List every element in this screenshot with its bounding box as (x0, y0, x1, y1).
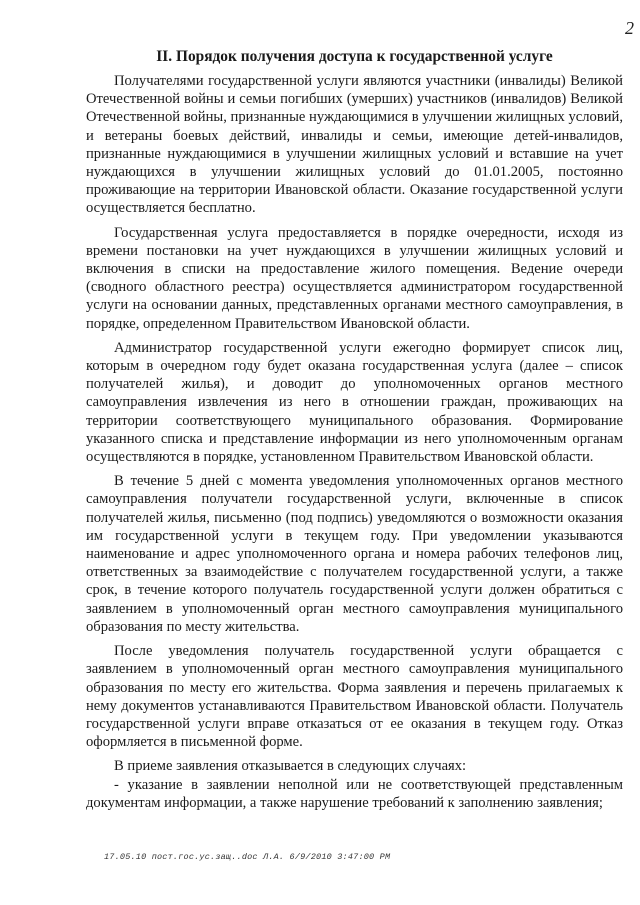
paragraph-queue-order: Государственная услуга предоставляется в порядке очередности, исходя из времени постановки на учет нуждающихся в улучшении жилищных условий и включения в списки на предоставление жилого помещения. Ведение очереди (сводного областного реестра) осуществляется администратором государственной услуги на основании данных, представленных органами местного самоуправления, в порядке, определенном Правительством Ивановской области. (86, 224, 623, 332)
paragraph-refusal-intro: В приеме заявления отказывается в следующих случаях: (114, 758, 467, 775)
paragraph-application: После уведомления получатель государственной услуги обращается с заявлением в уполномоченный орган местного самоуправления муниципального образования по месту его жительства. Форма заявления и перечень прилагаемых к нему документов устанавливаются Правительством Ивановской области. Получатель государственной услуги вправе отказаться от ее оказания в текущем году. Отказ оформляется в письменной форме. (86, 643, 623, 751)
document-body (86, 48, 623, 812)
paragraph-recipient-list: Администратор государственной услуги ежегодно формирует список лиц, которым в очередном году будет оказана государственная услуга (далее – список получателей жилья), и доводит до уполномоченных органов местного самоуправления извлечения из него в отношении граждан, проживающих на территории соответствующего муниципального образования. Формирование указанного списка и представление информации из него уполномоченным органам осуществляются в порядке, установленном Правительством Ивановской области. (86, 339, 623, 466)
section-title: II. Порядок получения доступа к государственной услуге (156, 48, 553, 65)
list-item-refusal-reason: - указание в заявлении неполной или не соответствующей представленным документам информации, а также нарушение требований к заполнению заявления; (86, 776, 623, 811)
document-footer: 17.05.10 пост.гос.ус.защ..doc Л.А. 6/9/2010 3:47:00 PM (104, 852, 391, 862)
paragraph-notification: В течение 5 дней с момента уведомления уполномоченных органов местного самоуправления получатели государственной услуги, включенные в список получателей жилья, письменно (под подпись) уведомляются о возможности оказания им государственной услуги в текущем году. При уведомлении указываются наименование и адрес уполномоченного органа и номера рабочих телефонов лиц, ответственных за взаимодействие с получателем государственной услуги, а также срок, в течение которого получатель государственной услуги должен обратиться с заявлением в уполномоченный орган местного самоуправления муниципального образования по месту жительства. (86, 473, 623, 635)
paragraph-recipients: Получателями государственной услуги являются участники (инвалиды) Великой Отечественной войны и семьи погибших (умерших) участников (инвалидов) Великой Отечественной войны, признанные нуждающимися в улучшении жилищных условий, и ветераны боевых действий, инвалиды и семьи, имеющие детей-инвалидов, признанные нуждающимися в улучшении жилищных условий и вставшие на учет нуждающихся в улучшении жилищных условий до 01.01.2005, постоянно проживающие на территории Ивановской области. Оказание государственной услуги осуществляется бесплатно. (86, 73, 623, 217)
page-number: 2 (625, 18, 634, 38)
